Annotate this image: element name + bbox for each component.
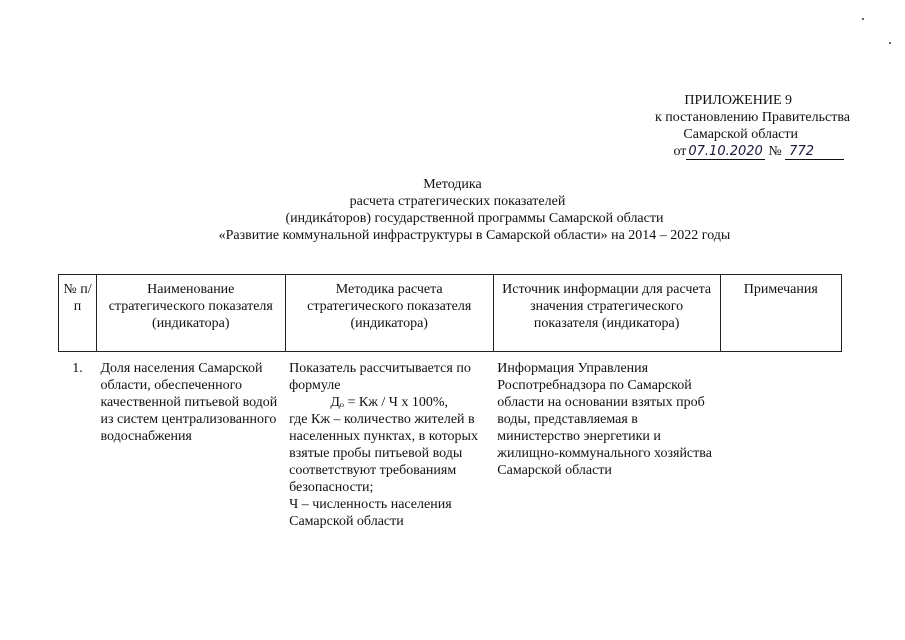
row-number: 1.	[72, 361, 83, 376]
appendix-header	[560, 92, 850, 160]
scan-speck	[862, 18, 864, 20]
title-line-1: Методика	[423, 177, 482, 192]
header-indicator-name: Наименование стратегического показателя (индикатора)	[96, 275, 285, 352]
method-where: где Кж – количество жителей в населенных пунктах, в которых взятые пробы питьевой воды соответствуют требованиям безопасности;	[289, 412, 478, 495]
indicators-table	[58, 274, 842, 530]
method-population: Ч – численность населения Самарской области	[289, 497, 452, 529]
method-intro: Показатель рассчитывается по формуле	[289, 361, 471, 393]
title-line-2: расчета стратегических показателей	[349, 194, 566, 209]
table-header-row	[59, 275, 842, 352]
method-formula: Дₒ = Кж / Ч х 100%,	[330, 395, 449, 410]
appendix-title: ПРИЛОЖЕНИЕ 9	[684, 93, 792, 108]
appendix-date-line	[560, 143, 844, 160]
row-calculation-method	[285, 352, 493, 531]
table-row	[59, 352, 842, 531]
row-notes	[720, 352, 841, 531]
appendix-region-line: Самарской области	[683, 127, 798, 142]
header-information-source: Источник информации для расчета значения стратегического показателя (индикатора)	[493, 275, 720, 352]
date-prefix: от	[673, 144, 687, 159]
title-line-4: «Развитие коммунальной инфраструктуры в Самарской области» на 2014 – 2022 годы	[218, 228, 731, 243]
number-prefix: №	[768, 144, 782, 159]
header-calculation-method: Методика расчета стратегического показателя (индикатора)	[285, 275, 493, 352]
row-indicator-name: Доля населения Самарской области, обеспеченного качественной питьевой водой из систем централизованного водоснабжения	[100, 361, 278, 444]
appendix-resolution-line: к постановлению Правительства	[654, 110, 850, 125]
handwritten-number: 772	[785, 144, 844, 160]
handwritten-date: 07.10.2020	[688, 144, 763, 159]
scan-speck	[889, 42, 891, 44]
header-notes: Примечания	[720, 275, 841, 352]
title-line-3: (индикáторов) государственной программы Самарской области	[285, 211, 664, 226]
header-number: № п/п	[59, 275, 97, 352]
document-title	[0, 176, 905, 244]
row-information-source: Информация Управления Роспотребнадзора по Самарской области на основании взятых проб воды, представляемая в министерство энергетики и жилищно-коммунального хозяйства Самарской области	[497, 361, 712, 478]
